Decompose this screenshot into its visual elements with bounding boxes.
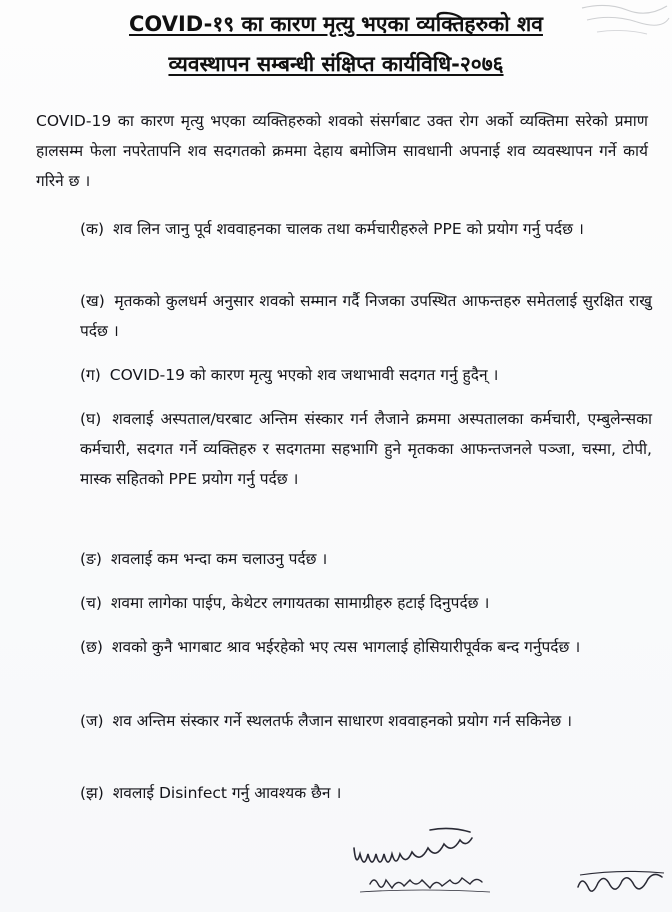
intro-paragraph: COVID-19 का कारण मृत्यु भएका व्यक्तिहरुको शवको संसर्गबाट उक्त रोग अर्को व्यक्तिमा सरेको प्रमाण हालसम्म फेला नपरेतापनि शव सदगतको क्रममा देहाय बमोजिम सावधानी अपनाई शव व्यवस्थापन गर्ने कार्य गरिने छ । (36, 112, 648, 190)
list-item-chha (80, 632, 652, 662)
list-item-ja (80, 706, 652, 736)
list-item-text: शवलाई कम भन्दा कम चलाउनु पर्दछ । (110, 550, 328, 568)
list-item-ga (80, 360, 652, 390)
list-item-marker: (छ) (80, 638, 103, 656)
list-item-text: शवलाई अस्पताल/घरबाट अन्तिम संस्कार गर्न लैजाने क्रममा अस्पतालका कर्मचारी, एम्बुलेन्सका कर्मचारी, सदगत गर्ने व्यक्तिहरु र सदगतमा सहभागि हुने मृतकका आफन्तजनले पञ्जा, चस्मा, टोपी, मास्क सहितको PPE प्रयोग गर्नु पर्दछ । (80, 410, 652, 488)
document-title-line-1: COVID-१९ का कारण मृत्यु भएका व्यक्तिहरुको शव (129, 12, 543, 36)
list-item-marker: (च) (80, 594, 102, 612)
list-item-nga (80, 544, 652, 574)
list-item-text: मृतकको कुलधर्म अनुसार शवको सम्मान गर्दै निजका उपस्थित आफन्तहरु समेतलाई सुरक्षित राखु पर्दछ । (80, 292, 652, 340)
list-item-text: शव अन्तिम संस्कार गर्ने स्थलतर्फ लैजान साधारण शववाहनको प्रयोग गर्न सकिनेछ । (112, 712, 573, 730)
handwritten-signature-with-date (340, 818, 510, 898)
list-item-marker: (घ) (80, 410, 102, 428)
list-item-ka (80, 214, 652, 244)
list-item-cha (80, 588, 652, 618)
list-item-marker: (ग) (80, 366, 101, 384)
list-item-marker: (क) (80, 220, 104, 238)
list-item-kha (80, 286, 652, 346)
list-item-text: COVID-19 को कारण मृत्यु भएको शव जथाभावी सदगत गर्नु हुदैन् । (109, 366, 499, 384)
list-item-text: शव लिन जानु पूर्व शववाहनका चालक तथा कर्मचारीहरुले PPE को प्रयोग गर्नु पर्दछ । (112, 220, 584, 238)
handwritten-initials (570, 855, 670, 910)
document-title-line-2: व्यवस्थापन सम्बन्धी संक्षिप्त कार्यविधि-२०७६ (168, 52, 504, 76)
list-item-text: शवको कुनै भागबाट श्राव भईरहेको भए त्यस भागलाई होसियारीपूर्वक बन्द गर्नुपर्दछ । (111, 638, 581, 656)
list-item-jha (80, 778, 652, 808)
list-item-marker: (ख) (80, 292, 105, 310)
list-item-marker: (ज) (80, 712, 104, 730)
list-item-text: शवलाई Disinfect गर्नु आवश्यक छैन । (112, 784, 342, 802)
list-item-text: शवमा लागेका पाईप, केथेटर लगायतका सामाग्रीहरु हटाई दिनुपर्दछ । (110, 594, 490, 612)
list-item-marker: (ङ) (80, 550, 102, 568)
list-item-gha (80, 404, 652, 494)
list-item-marker: (झ) (80, 784, 104, 802)
